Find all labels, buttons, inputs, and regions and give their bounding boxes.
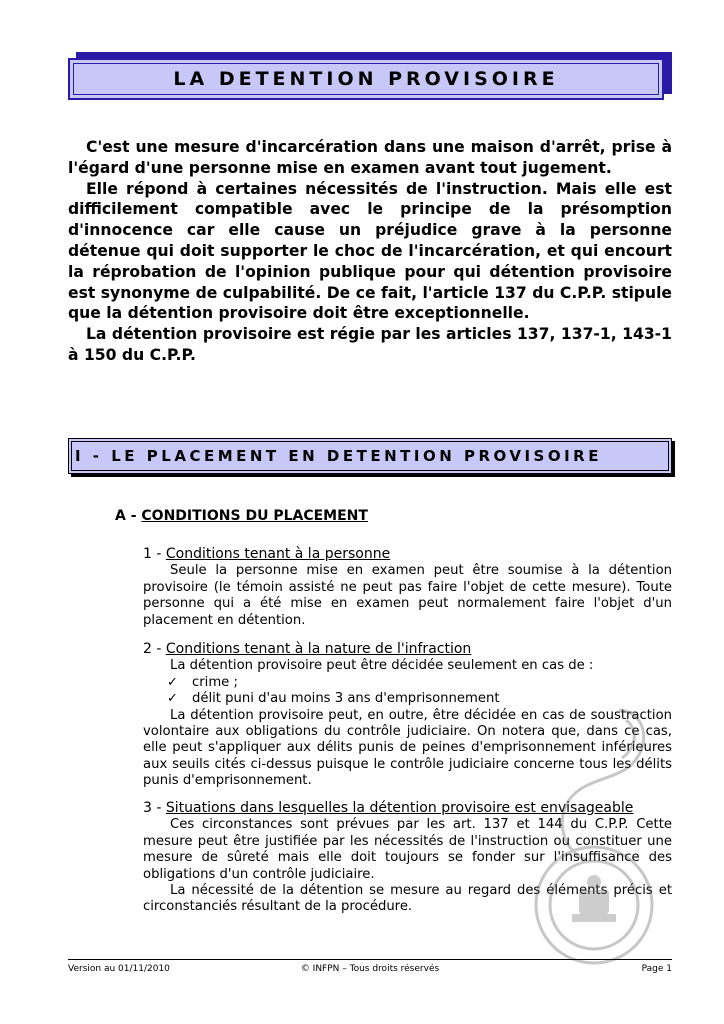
point-title: Situations dans lesquelles la détention provisoire est envisageable [165,800,634,816]
point-text: La détention provisoire peut, en outre, être décidée en cas de soustraction volontaire aux obligations du contrôle judiciaire. On notera que, dans ce cas, elle peut s'appliquer aux délits punis de peines d'emprisonnement inférieures aux seuils cités ci-dessus puisque le contrôle judiciaire concerne tous les délits punis d'emprisonnement. [143,707,672,789]
title-box [68,58,664,100]
point-text: La nécessité de la détention se mesure au regard des éléments précis et circonstanciés résultant de la procédure. [143,883,672,915]
subsection-title: CONDITIONS DU PLACEMENT [141,508,368,524]
section-heading: I - LE PLACEMENT EN DETENTION PROVISOIRE [75,447,602,465]
intro-text [68,137,672,366]
page-footer [68,959,672,974]
point-heading: 1 - Conditions tenant à la personne [143,546,391,562]
section-heading-box [68,438,672,474]
point-title: Conditions tenant à la personne [165,546,391,562]
subsection-heading [115,508,368,524]
footer-copyright: © INFPN – Tous droits réservés [300,964,440,974]
footer-page-number: Page 1 [641,964,672,974]
page-title: LA DETENTION PROVISOIRE [173,68,559,90]
point-1 [143,546,672,629]
checkmark-icon: ✓ [167,691,178,707]
point-heading: 3 - Situations dans lesquelles la détention provisoire est envisageable [143,800,634,816]
footer-version: Version au 01/11/2010 [68,964,170,974]
intro-paragraph: La détention provisoire est régie par les articles 137, 137-1, 143-1 à 150 du C.P.P. [68,325,672,364]
list-item: ✓ crime ; [167,674,238,690]
point-text: Ces circonstances sont prévues par les art. 137 et 144 du C.P.P. Cette mesure peut être justifiée par les nécessités de l'instruction ou constituer une mesure de sûreté mais elle doit toujours se fonder sur l'insuffisance des obligations d'un contrôle judiciaire. [143,817,672,882]
point-heading: 2 - Conditions tenant à la nature de l'infraction [143,641,472,657]
intro-paragraph: Elle répond à certaines nécessités de l'instruction. Mais elle est difficilement compatible avec le principe de la présomption d'innocence car elle cause un préjudice grave à la personne détenue qui doit supporter le choc de l'incarcération, et qui encourt la réprobation de l'opinion publique pour qui détention provisoire est synonyme de culpabilité. De ce fait, l'article 137 du C.P.P. stipule que la détention provisoire doit être exceptionnelle. [68,179,672,323]
title-banner [68,52,672,102]
point-title: Conditions tenant à la nature de l'infraction [165,641,472,657]
list-item: ✓ délit puni d'au moins 3 ans d'emprisonnement [167,691,500,707]
checkmark-icon: ✓ [167,674,178,690]
documentation-center-stamp-icon [524,700,664,970]
point-intro: La détention provisoire peut être décidée seulement en cas de : [170,658,594,674]
intro-paragraph: C'est une mesure d'incarcération dans une maison d'arrêt, prise à l'égard d'une personne mise en examen avant tout jugement. [68,138,672,177]
subsection-prefix: A - [115,508,142,524]
point-text: Seule la personne mise en examen peut être soumise à la détention provisoire (le témoin assisté ne peut pas faire l'objet de cette mesure). Toute personne qui a été mise en examen peut normalement faire l'objet d'un placement en détention. [143,563,672,628]
